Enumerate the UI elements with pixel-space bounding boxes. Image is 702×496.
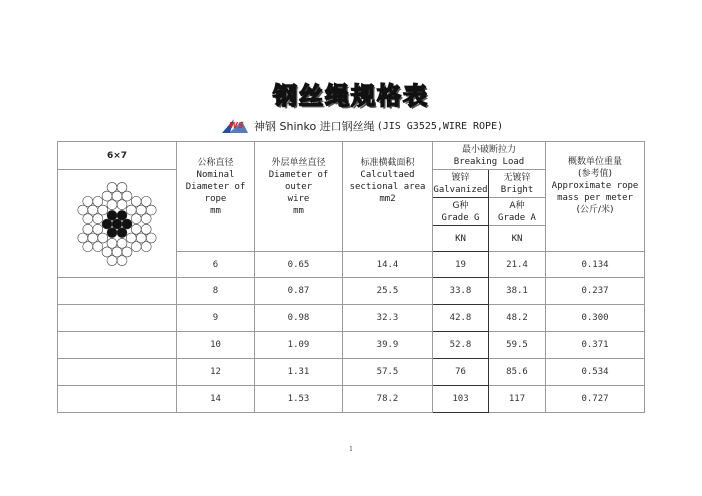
cell-area: 57.5: [343, 359, 433, 386]
cell-area: 25.5: [343, 278, 433, 305]
cell-bright: 85.6: [489, 359, 546, 386]
cell-galvanized: 103: [433, 386, 489, 413]
cell-empty: [58, 278, 177, 305]
header-sectional-area: 标准横截面积 Calcultaed sectional area mm2: [343, 142, 433, 252]
cell-outer-wire: 0.87: [255, 278, 343, 305]
unit-kn-galvanized: KN: [433, 226, 489, 252]
header-outer-wire-diameter: 外层单丝直径 Diameter of outer wire mm: [255, 142, 343, 252]
cell-empty: [58, 305, 177, 332]
subtitle: [220, 116, 503, 136]
ws-logo-icon: [220, 117, 250, 135]
cell-outer-wire: 1.53: [255, 386, 343, 413]
cell-mass: 0.300: [546, 305, 645, 332]
table-row: [58, 305, 645, 332]
cell-area: 39.9: [343, 332, 433, 359]
cell-empty: [58, 386, 177, 413]
cell-diameter: 14: [177, 386, 255, 413]
header-grade-a: A种 Grade A: [489, 198, 546, 226]
cell-galvanized: 19: [433, 252, 489, 278]
cell-bright: 59.5: [489, 332, 546, 359]
cell-mass: 0.237: [546, 278, 645, 305]
cell-outer-wire: 0.65: [255, 252, 343, 278]
cell-area: 14.4: [343, 252, 433, 278]
cell-area: 32.3: [343, 305, 433, 332]
table-row: [58, 386, 645, 413]
cell-diameter: 6: [177, 252, 255, 278]
cell-diameter: 9: [177, 305, 255, 332]
cell-bright: 48.2: [489, 305, 546, 332]
cell-galvanized: 76: [433, 359, 489, 386]
cell-area: 78.2: [343, 386, 433, 413]
header-nominal-diameter: 公称直径 Nominal Diameter of rope mm: [177, 142, 255, 252]
cell-galvanized: 33.8: [433, 278, 489, 305]
cell-outer-wire: 1.09: [255, 332, 343, 359]
cell-mass: 0.134: [546, 252, 645, 278]
cell-diameter: 10: [177, 332, 255, 359]
cell-empty: [58, 332, 177, 359]
header-grade-g: G种 Grade G: [433, 198, 489, 226]
cell-mass: 0.371: [546, 332, 645, 359]
cell-empty: [58, 359, 177, 386]
cell-galvanized: 52.8: [433, 332, 489, 359]
spec-table: [57, 141, 645, 413]
rope-cross-section-icon: [69, 176, 165, 272]
logo-text: WS: [229, 121, 244, 130]
table-row: [58, 359, 645, 386]
page-title: 钢丝绳规格表: [273, 82, 429, 110]
cell-mass: 0.727: [546, 386, 645, 413]
rope-type-label: 6×7: [58, 142, 177, 170]
table-row: [58, 278, 645, 305]
cell-outer-wire: 1.31: [255, 359, 343, 386]
header-mass: 概数单位重量 (参考值) Approximate rope mass per meter (公斤/米): [546, 142, 645, 252]
table-row: [58, 332, 645, 359]
header-bright: 无镀锌 Bright: [489, 170, 546, 198]
cell-bright: 21.4: [489, 252, 546, 278]
cell-bright: 38.1: [489, 278, 546, 305]
cell-outer-wire: 0.98: [255, 305, 343, 332]
header-galvanized: 镀锌 Galvanized: [433, 170, 489, 198]
subtitle-main: 神钢 Shinko 进口钢丝绳: [254, 120, 375, 133]
unit-kn-bright: KN: [489, 226, 546, 252]
rope-cross-section-cell: [58, 170, 177, 278]
subtitle-standard: (JIS G3525,WIRE ROPE): [376, 120, 504, 132]
cell-diameter: 12: [177, 359, 255, 386]
cell-bright: 117: [489, 386, 546, 413]
cell-galvanized: 42.8: [433, 305, 489, 332]
cell-mass: 0.534: [546, 359, 645, 386]
page-number: 1: [349, 446, 353, 453]
cell-diameter: 8: [177, 278, 255, 305]
header-breaking-load: 最小破断拉力 Breaking Load: [433, 142, 546, 170]
